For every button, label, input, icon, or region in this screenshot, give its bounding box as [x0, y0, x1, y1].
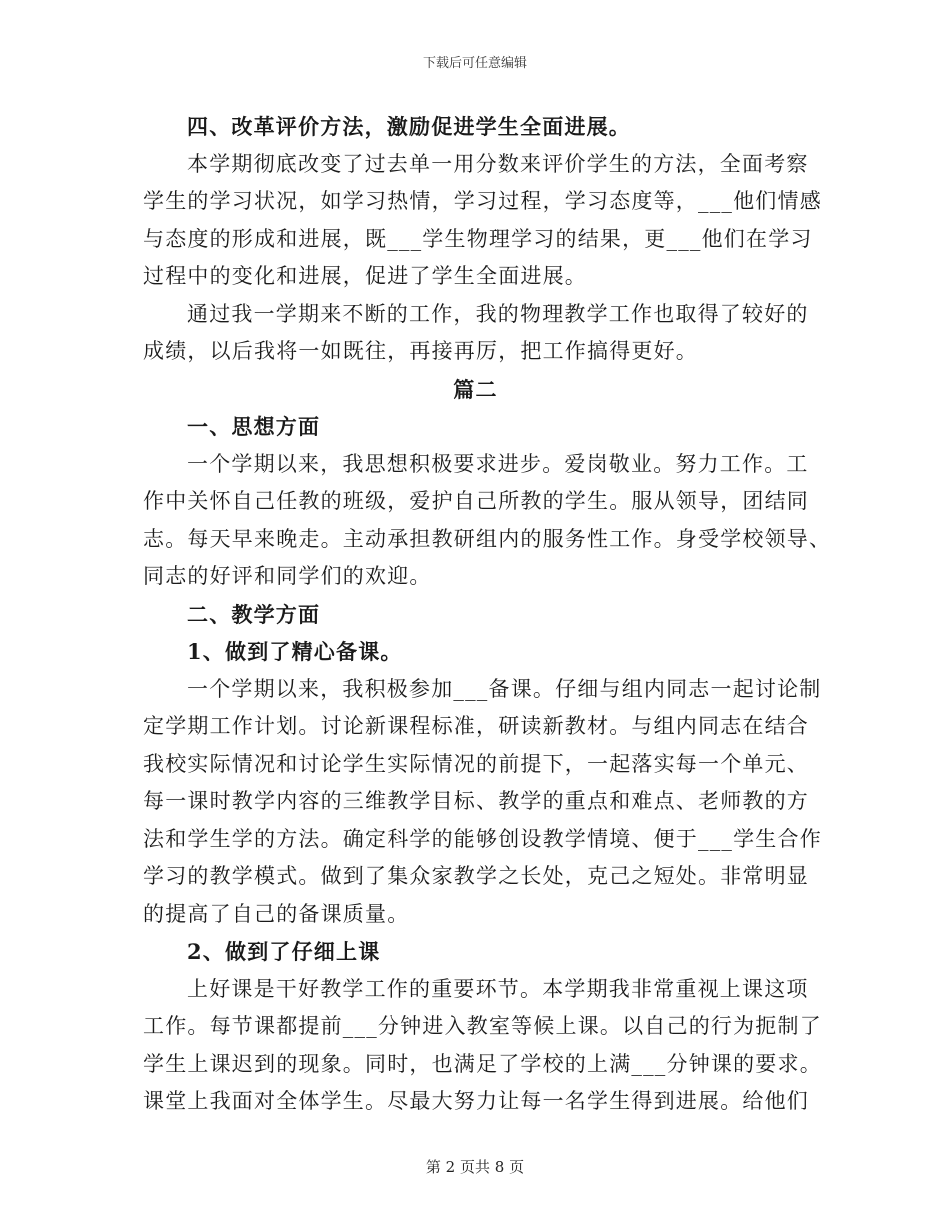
page-header: 下载后可任意编辑: [422, 56, 527, 71]
paragraph-line: 我校实际情况和讨论学生实际情况的前提下，一起落实每一个单元、: [143, 751, 809, 776]
section-heading-1: 一、思想方面: [187, 414, 321, 439]
section-heading-4: 四、改革评价方法，激励促进学生全面进展。: [187, 114, 631, 139]
paragraph-line: 志。每天早来晚走。主动承担教研组内的服务性工作。身受学校领导、: [143, 526, 832, 551]
paragraph-line: 上好课是干好教学工作的重要环节。本学期我非常重视上课这项: [187, 976, 809, 1001]
paragraph-line: 法和学生学的方法。确定科学的能够创设教学情境、便于___学生合作: [143, 826, 822, 851]
paragraph-line: 工作。每节课都提前___分钟进入教室等候上课。以自己的行为扼制了: [143, 1014, 822, 1038]
paragraph-line: 与态度的形成和进展，既___学生物理学习的结果，更___他们在学习: [143, 226, 813, 251]
paragraph-line: 的提高了自己的备课质量。: [143, 901, 410, 926]
paragraph-line: 学生的学习状况，如学习热情，学习过程，学习态度等，___他们情感: [143, 189, 822, 213]
paragraph-line: 作中关怀自己任教的班级，爱护自己所教的学生。服从领导，团结同: [143, 489, 809, 513]
paragraph-line: 一个学期以来，我积极参加___备课。仔细与组内同志一起讨论制: [187, 676, 822, 701]
paragraph-line: 一个学期以来，我思想积极要求进步。爱岗敬业。努力工作。工: [187, 451, 809, 476]
paragraph-line: 定学期工作计划。讨论新课程标准，研读新教材。与组内同志在结合: [143, 714, 809, 738]
paragraph-line: 成绩，以后我将一如既往，再接再厉，把工作搞得更好。: [143, 339, 698, 363]
paragraph-line: 通过我一学期来不断的工作，我的物理教学工作也取得了较好的: [187, 301, 809, 326]
paragraph-line: 学生上课迟到的现象。同时，也满足了学校的上满___分钟课的要求。: [143, 1051, 822, 1076]
subsection-heading-2: 2、做到了仔细上课: [187, 939, 381, 964]
page-number: 第 2 页共 8 页: [425, 1158, 525, 1176]
paragraph-line: 学习的教学模式。做到了集众家教学之长处，克己之短处。非常明显: [143, 864, 809, 888]
document-body: [143, 108, 832, 1121]
subsection-heading-1: 1、做到了精心备课。: [187, 639, 403, 664]
section-heading-2: 二、教学方面: [187, 601, 321, 627]
paragraph-line: 每一课时教学内容的三维教学目标、教学的重点和难点、老师教的方: [143, 789, 809, 813]
part-title: 篇二: [453, 376, 498, 402]
paragraph-line: 课堂上我面对全体学生。尽最大努力让每一名学生得到进展。给他们: [143, 1089, 809, 1113]
paragraph-line: 同志的好评和同学们的欢迎。: [143, 564, 432, 588]
paragraph-line: 本学期彻底改变了过去单一用分数来评价学生的方法，全面考察: [187, 151, 809, 176]
paragraph-line: 过程中的变化和进展，促进了学生全面进展。: [143, 264, 587, 288]
